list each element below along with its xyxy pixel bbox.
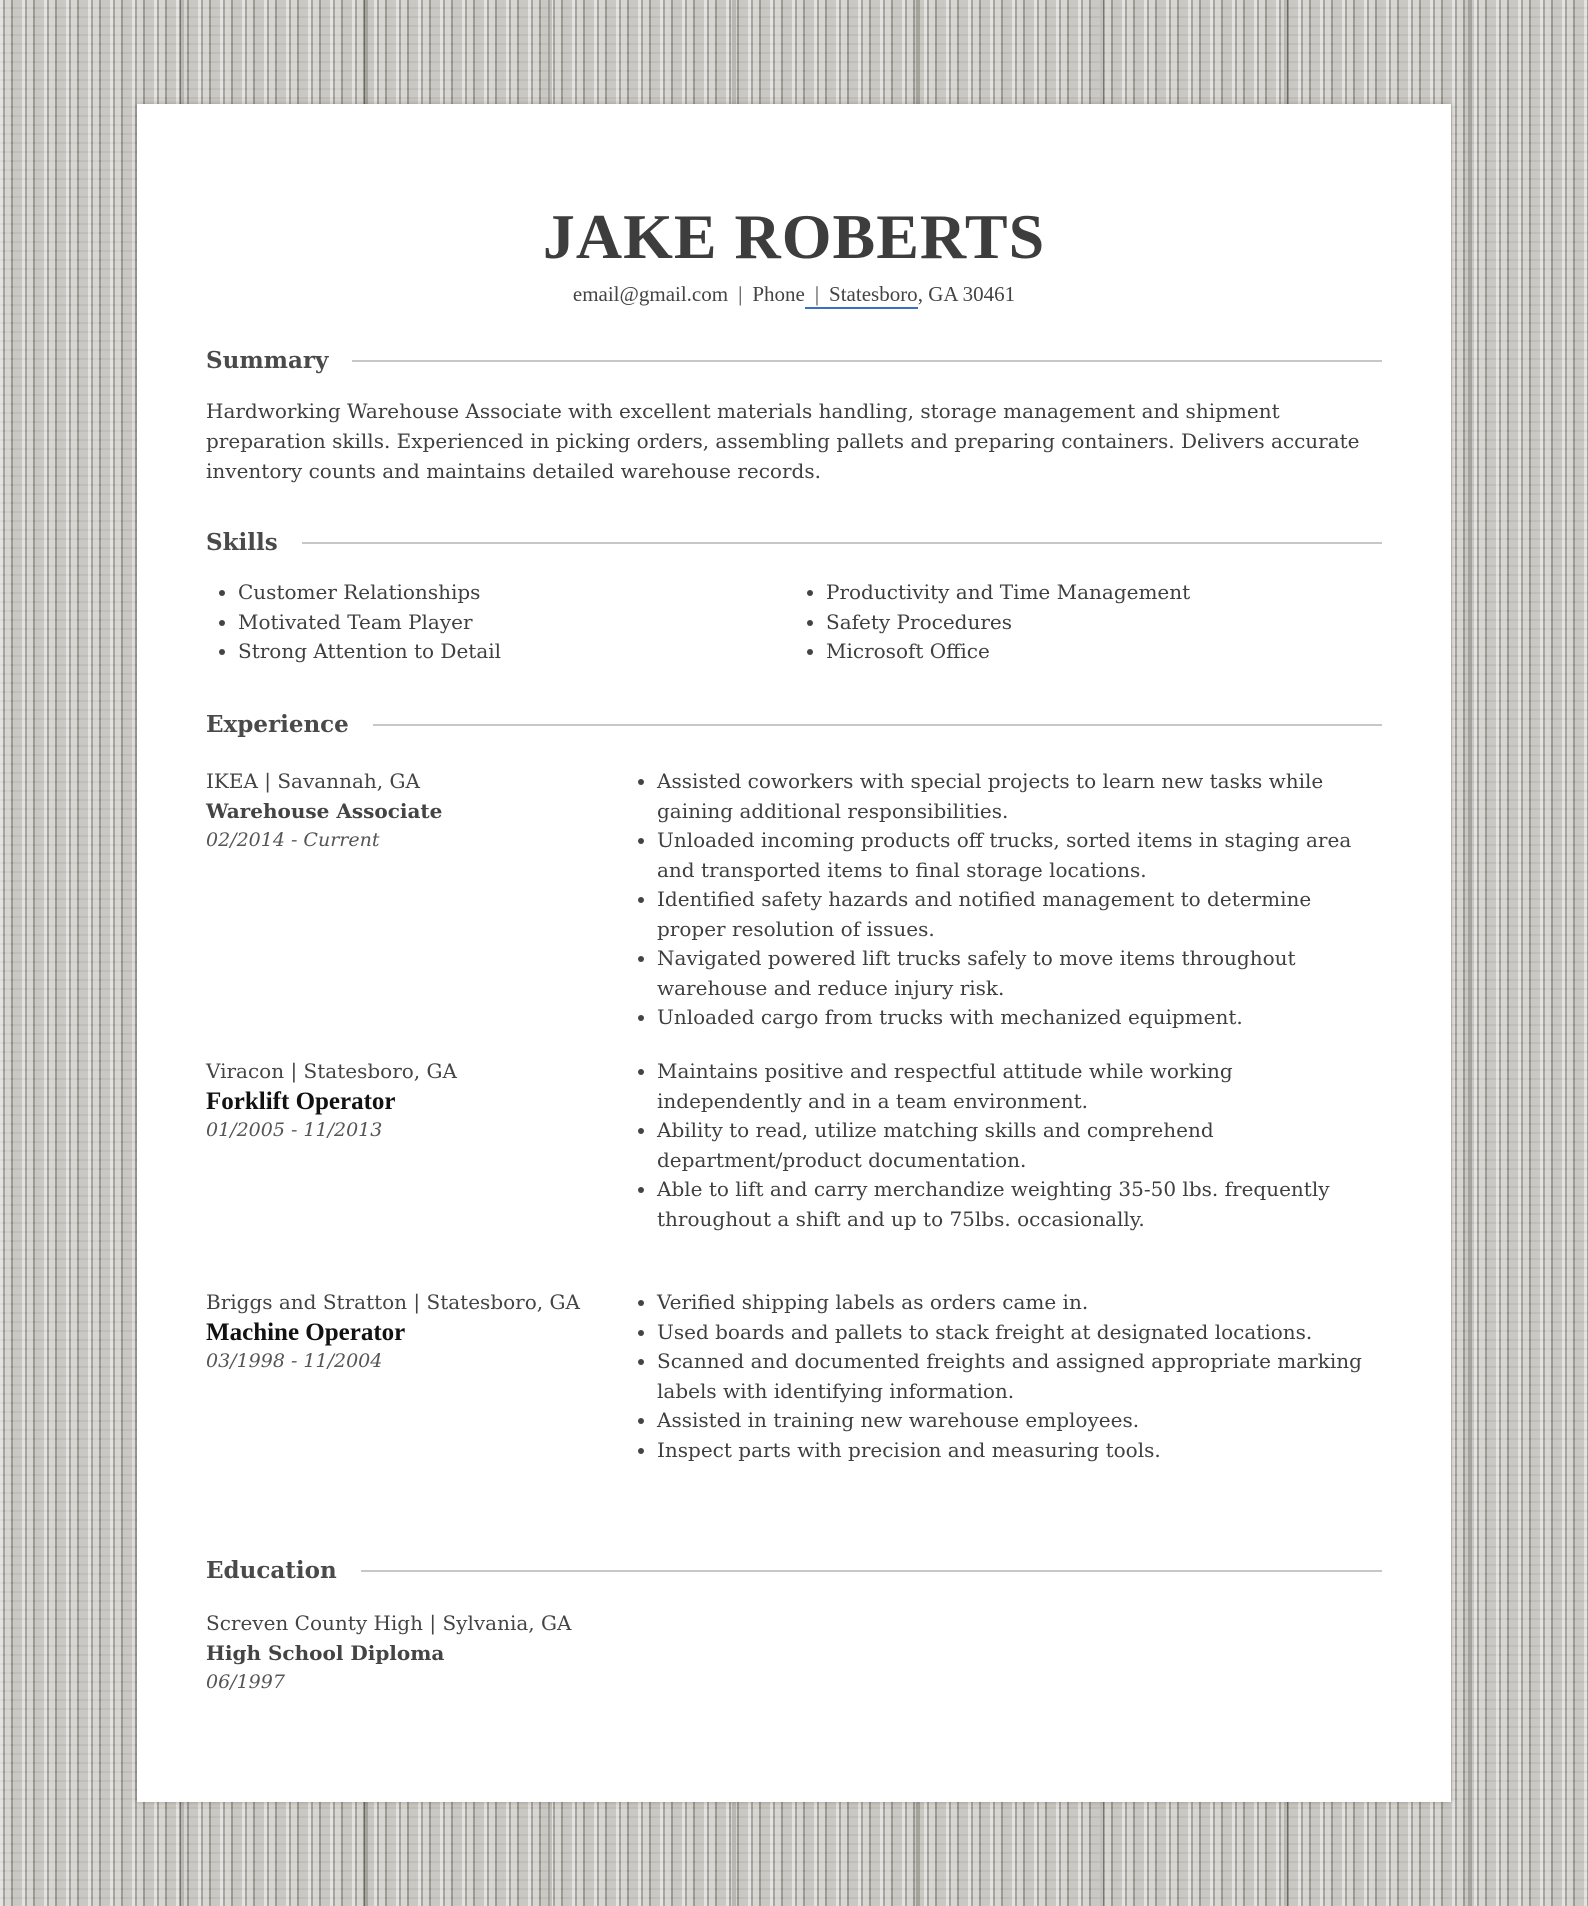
education-section [206,1557,1382,1698]
duty-item: Identified safety hazards and notified management to determine proper resolution of issues. [635,885,1382,944]
education-entry [206,1609,1382,1698]
skill-item: Productivity and Time Management [804,578,1382,608]
skill-item: Strong Attention to Detail [216,637,794,667]
job-duties [635,1288,1382,1465]
section-divider [352,360,1382,362]
job-company: IKEA | Savannah, GA [206,769,420,793]
education-heading-text: Education [206,1557,337,1584]
skill-item: Safety Procedures [804,608,1382,638]
candidate-name: JAKE ROBERTS [542,201,1046,272]
skills-section [206,529,1382,667]
duty-item: Verified shipping labels as orders came in. [635,1288,1382,1318]
duty-item: Assisted coworkers with special projects to learn new tasks while gaining additional responsibilities. [635,767,1382,826]
duty-item: Able to lift and carry merchandize weighting 35-50 lbs. frequently throughout a shift and up to 75lbs. occasionally. [635,1175,1382,1234]
location-city: Statesboro [829,282,918,306]
duty-item: Scanned and documented freights and assigned appropriate marking labels with identifying information. [635,1347,1382,1406]
duty-item: Maintains positive and respectful attitude while working independently and in a team environment. [635,1057,1382,1116]
job-meta [206,1288,626,1377]
contact-line [137,282,1451,307]
contact-separator: | [738,282,743,306]
resume-page [137,104,1451,1802]
contact-separator: | [814,282,820,306]
skills-heading [206,529,1382,556]
location-link[interactable] [805,282,918,309]
job-duties [635,1057,1382,1234]
skill-item: Motivated Team Player [216,608,794,638]
job-dates: 03/1998 - 11/2004 [206,1350,383,1372]
email-text: email@gmail.com [572,282,729,306]
summary-section [206,347,1382,486]
education-school: Screven County High | Sylvania, GA [206,1611,572,1635]
experience-section [206,711,1382,738]
summary-heading-text: Summary [206,347,329,374]
section-divider [373,724,1382,726]
job-company: Viracon | Statesboro, GA [206,1059,457,1083]
duty-item: Assisted in training new warehouse employees. [635,1406,1382,1436]
job-dates: 02/2014 - Current [206,829,380,851]
experience-heading-text: Experience [206,711,349,738]
skills-column-left [206,578,794,667]
skills-column-right [794,578,1382,667]
job-title: Forklift Operator [206,1087,396,1115]
education-date: 06/1997 [206,1671,285,1693]
duty-item: Unloaded incoming products off trucks, sorted items in staging area and transported items to final storage locations. [635,826,1382,885]
summary-text: Hardworking Warehouse Associate with excellent materials handling, storage management and shipment preparation skills. Experienced in picking orders, assembling pallets and preparing containers. Delivers accurate inventory counts and maintains detailed warehouse records. [206,399,1360,483]
duty-item: Unloaded cargo from trucks with mechanized equipment. [635,1003,1382,1033]
location-rest: , GA 30461 [917,282,1016,306]
experience-heading [206,711,1382,738]
job-duties [635,767,1382,1033]
duty-item: Ability to read, utilize matching skills and comprehend department/product documentation. [635,1116,1382,1175]
job-title: Machine Operator [206,1318,406,1346]
job-meta [206,767,626,856]
job-dates: 01/2005 - 11/2013 [206,1119,383,1141]
duty-item: Navigated powered lift trucks safely to move items throughout warehouse and reduce injury risk. [635,944,1382,1003]
job-title: Warehouse Associate [206,798,443,823]
job-company: Briggs and Stratton | Statesboro, GA [206,1290,580,1314]
skill-item: Customer Relationships [216,578,794,608]
summary-heading [206,347,1382,374]
skills-heading-text: Skills [206,529,278,556]
section-divider [302,542,1382,544]
education-degree: High School Diploma [206,1640,445,1665]
skill-item: Microsoft Office [804,637,1382,667]
duty-item: Used boards and pallets to stack freight at designated locations. [635,1318,1382,1348]
phone-text: Phone [752,282,805,306]
section-divider [361,1570,1382,1572]
education-heading [206,1557,1382,1584]
skills-columns [206,578,1382,667]
duty-item: Inspect parts with precision and measuring tools. [635,1436,1382,1466]
job-meta [206,1057,626,1146]
